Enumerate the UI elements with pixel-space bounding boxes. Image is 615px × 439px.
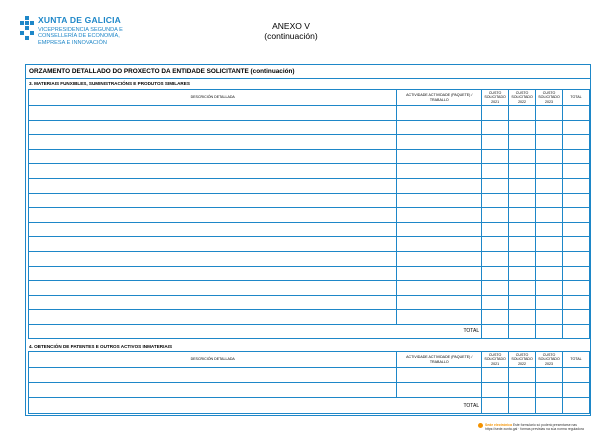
table-header-row (29, 352, 590, 368)
activity-cell[interactable] (397, 281, 482, 296)
total-label: TOTAL (29, 398, 482, 414)
activity-cell[interactable] (397, 368, 482, 383)
description-cell[interactable] (29, 106, 397, 121)
row-total-cell[interactable] (563, 149, 590, 164)
table-row (29, 383, 590, 398)
logo-subtitle-line: VICEPRESIDENCIA SEGUNDA E (38, 26, 123, 33)
row-total-cell[interactable] (563, 266, 590, 281)
description-cell[interactable] (29, 120, 397, 135)
activity-cell[interactable] (397, 193, 482, 208)
cost-2022-cell[interactable] (509, 237, 536, 252)
column-header-total: TOTAL (563, 352, 590, 368)
cost-2022-cell[interactable] (509, 310, 536, 325)
section-4-title: 4. OBTENCIÓN DE PATENTES E OUTROS ACTIVOS INMATERIAIS (29, 344, 173, 349)
cost-2022-cell[interactable] (509, 281, 536, 296)
table-row (29, 251, 590, 266)
section-4-table (28, 351, 590, 414)
column-header-activity: ACTIVIDADE ACTIVIDADE (PAQUETE) / TRABALLO (397, 352, 482, 368)
total-cost-2023-cell[interactable] (536, 324, 563, 338)
column-header-description: DESCRICIÓN DETALLADA (29, 352, 397, 368)
total-cost-2022-cell[interactable] (509, 398, 536, 414)
cost-2021-cell[interactable] (482, 120, 509, 135)
section-3-table (28, 89, 590, 339)
footer-line-1: Este formulario só poderá presentarse nas (512, 423, 577, 427)
cost-2023-cell[interactable] (536, 266, 563, 281)
total-row (29, 324, 590, 338)
activity-cell[interactable] (397, 135, 482, 150)
activity-cell[interactable] (397, 310, 482, 325)
logo-subtitle-line: CONSELLERÍA DE ECONOMÍA, (38, 33, 120, 39)
cost-2022-cell[interactable] (509, 266, 536, 281)
sede-electronica-icon (478, 423, 483, 428)
activity-cell[interactable] (397, 266, 482, 281)
grand-total-cell[interactable] (563, 398, 590, 414)
table-row (29, 178, 590, 193)
activity-cell[interactable] (397, 164, 482, 179)
cost-2023-cell[interactable] (536, 178, 563, 193)
table-row (29, 237, 590, 252)
activity-cell[interactable] (397, 178, 482, 193)
row-total-cell[interactable] (563, 281, 590, 296)
cost-2021-cell[interactable] (482, 251, 509, 266)
footer-line-2: https://sede.xunta.gal · formas previstas na súa norma reguladora (485, 427, 584, 431)
table-row (29, 310, 590, 325)
cost-2023-cell[interactable] (536, 193, 563, 208)
activity-cell[interactable] (397, 106, 482, 121)
xunta-emblem-icon (20, 16, 34, 46)
table-row (29, 368, 590, 383)
budget-frame (25, 64, 591, 416)
logo-subtitle-line: EMPRESA E INNOVACIÓN (38, 39, 107, 46)
cost-2022-cell[interactable] (509, 120, 536, 135)
row-total-cell[interactable] (563, 178, 590, 193)
description-cell[interactable] (29, 281, 397, 296)
row-total-cell[interactable] (563, 222, 590, 237)
divider (26, 78, 590, 79)
description-cell[interactable] (29, 193, 397, 208)
table-row (29, 193, 590, 208)
grand-total-cell[interactable] (563, 324, 590, 338)
activity-cell[interactable] (397, 237, 482, 252)
cost-2023-cell[interactable] (536, 164, 563, 179)
column-header-cost-2022: CUSTO SOLICITADO 2022 (509, 90, 536, 106)
xunta-logo (20, 16, 123, 46)
cost-2021-cell[interactable] (482, 310, 509, 325)
row-total-cell[interactable] (563, 106, 590, 121)
cost-2023-cell[interactable] (536, 281, 563, 296)
cost-2021-cell[interactable] (482, 106, 509, 121)
cost-2023-cell[interactable] (536, 310, 563, 325)
cost-2021-cell[interactable] (482, 208, 509, 223)
cost-2023-cell[interactable] (536, 251, 563, 266)
description-cell[interactable] (29, 266, 397, 281)
footer-brand: Sede electrónica (485, 423, 512, 427)
cost-2021-cell[interactable] (482, 149, 509, 164)
cost-2023-cell[interactable] (536, 222, 563, 237)
cost-2022-cell[interactable] (509, 222, 536, 237)
cost-2021-cell[interactable] (482, 295, 509, 310)
description-cell[interactable] (29, 383, 397, 398)
table-header-row (29, 90, 590, 106)
total-cost-2022-cell[interactable] (509, 324, 536, 338)
annex-continuation: (continuación) (264, 31, 318, 41)
activity-cell[interactable] (397, 383, 482, 398)
table-row (29, 266, 590, 281)
cost-2022-cell[interactable] (509, 295, 536, 310)
column-header-cost-2021: CUSTO SOLICITADO 2021 (482, 90, 509, 106)
cost-2021-cell[interactable] (482, 368, 509, 383)
column-header-description: DESCRICIÓN DETALLADA (29, 90, 397, 106)
logo-title: XUNTA DE GALICIA (38, 15, 122, 25)
description-cell[interactable] (29, 149, 397, 164)
activity-cell[interactable] (397, 251, 482, 266)
table-row (29, 222, 590, 237)
description-cell[interactable] (29, 135, 397, 150)
total-cost-2021-cell[interactable] (482, 324, 509, 338)
cost-2022-cell[interactable] (509, 149, 536, 164)
cost-2022-cell[interactable] (509, 135, 536, 150)
cost-2022-cell[interactable] (509, 106, 536, 121)
row-total-cell[interactable] (563, 368, 590, 383)
cost-2023-cell[interactable] (536, 368, 563, 383)
cost-2023-cell[interactable] (536, 149, 563, 164)
table-row (29, 135, 590, 150)
table-row (29, 164, 590, 179)
footer-notice (478, 423, 584, 431)
description-cell[interactable] (29, 368, 397, 383)
section-3-rows (29, 106, 590, 325)
annex-title: ANEXO V (272, 21, 310, 31)
description-cell[interactable] (29, 295, 397, 310)
cost-2021-cell[interactable] (482, 383, 509, 398)
cost-2021-cell[interactable] (482, 164, 509, 179)
column-header-activity: ACTIVIDADE ACTIVIDADE (PAQUETE) / TRABALLO (397, 90, 482, 106)
row-total-cell[interactable] (563, 295, 590, 310)
description-cell[interactable] (29, 164, 397, 179)
column-header-cost-2021: CUSTO SOLICITADO 2021 (482, 352, 509, 368)
description-cell[interactable] (29, 208, 397, 223)
cost-2023-cell[interactable] (536, 295, 563, 310)
cost-2023-cell[interactable] (536, 106, 563, 121)
cost-2023-cell[interactable] (536, 208, 563, 223)
row-total-cell[interactable] (563, 237, 590, 252)
description-cell[interactable] (29, 251, 397, 266)
description-cell[interactable] (29, 237, 397, 252)
row-total-cell[interactable] (563, 164, 590, 179)
cost-2021-cell[interactable] (482, 135, 509, 150)
document-header (220, 21, 362, 41)
table-row (29, 281, 590, 296)
table-row (29, 149, 590, 164)
total-cost-2023-cell[interactable] (536, 398, 563, 414)
frame-title: ORZAMENTO DETALLADO DO PROXECTO DA ENTIDADE SOLICITANTE (continuación) (29, 68, 295, 75)
row-total-cell[interactable] (563, 208, 590, 223)
description-cell[interactable] (29, 310, 397, 325)
activity-cell[interactable] (397, 149, 482, 164)
cost-2022-cell[interactable] (509, 368, 536, 383)
cost-2022-cell[interactable] (509, 251, 536, 266)
cost-2022-cell[interactable] (509, 193, 536, 208)
row-total-cell[interactable] (563, 120, 590, 135)
cost-2021-cell[interactable] (482, 193, 509, 208)
section-3-title: 3. MATERIAIS FUNXIBLES, SUMINISTRACIÓNS E PRODUTOS SIMILARES (29, 81, 190, 86)
cost-2021-cell[interactable] (482, 222, 509, 237)
row-total-cell[interactable] (563, 251, 590, 266)
cost-2021-cell[interactable] (482, 237, 509, 252)
total-row (29, 398, 590, 414)
cost-2023-cell[interactable] (536, 237, 563, 252)
column-header-total: TOTAL (563, 90, 590, 106)
logo-subtitle (38, 27, 123, 47)
description-cell[interactable] (29, 222, 397, 237)
column-header-cost-2022: CUSTO SOLICITADO 2022 (509, 352, 536, 368)
activity-cell[interactable] (397, 295, 482, 310)
cost-2023-cell[interactable] (536, 383, 563, 398)
column-header-cost-2023: CUSTO SOLICITADO 2023 (536, 90, 563, 106)
total-cost-2021-cell[interactable] (482, 398, 509, 414)
row-total-cell[interactable] (563, 310, 590, 325)
cost-2022-cell[interactable] (509, 164, 536, 179)
cost-2021-cell[interactable] (482, 266, 509, 281)
row-total-cell[interactable] (563, 193, 590, 208)
cost-2021-cell[interactable] (482, 178, 509, 193)
row-total-cell[interactable] (563, 135, 590, 150)
table-row (29, 208, 590, 223)
total-label: TOTAL (29, 324, 482, 338)
activity-cell[interactable] (397, 120, 482, 135)
activity-cell[interactable] (397, 222, 482, 237)
table-row (29, 120, 590, 135)
table-row (29, 106, 590, 121)
row-total-cell[interactable] (563, 383, 590, 398)
cost-2022-cell[interactable] (509, 178, 536, 193)
cost-2023-cell[interactable] (536, 135, 563, 150)
section-4-rows (29, 368, 590, 398)
activity-cell[interactable] (397, 208, 482, 223)
description-cell[interactable] (29, 178, 397, 193)
column-header-cost-2023: CUSTO SOLICITADO 2023 (536, 352, 563, 368)
cost-2021-cell[interactable] (482, 281, 509, 296)
table-row (29, 295, 590, 310)
cost-2023-cell[interactable] (536, 120, 563, 135)
cost-2022-cell[interactable] (509, 383, 536, 398)
cost-2022-cell[interactable] (509, 208, 536, 223)
